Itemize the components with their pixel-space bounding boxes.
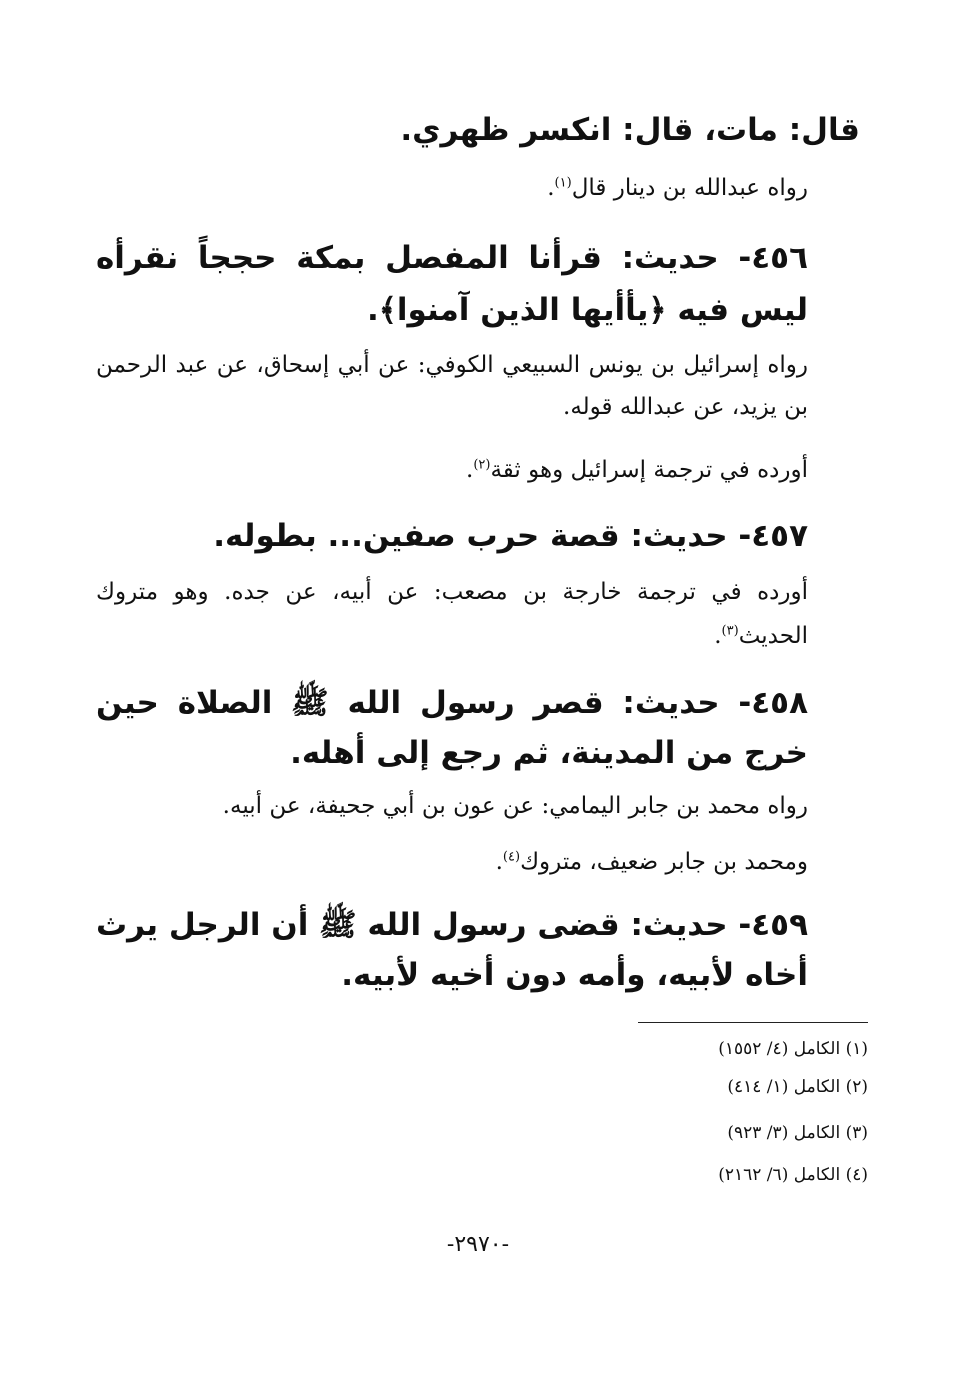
footnote-ref: (٤)	[502, 849, 521, 865]
text-line: قال: مات، قال: انكسر ظهري.	[400, 112, 860, 148]
narration-paragraph: أورده في ترجمة إسرائيل وهو ثقة$^{(٢)}$.	[466, 457, 808, 483]
hadith-459: ٤٥٩- حديث: قضى رسول الله ﷺ أن الرجل يرث أخاه لأبيه، وأمه دون أخيه لأبيه.	[96, 907, 808, 993]
hadith-457: ٤٥٧- حديث: قصة حرب صفين... بطوله.	[213, 518, 808, 554]
page-number: -٢٩٧٠-	[446, 1232, 510, 1257]
footnote-ref: (١)	[554, 175, 572, 191]
narration-paragraph: رواه عبدالله بن دينار قال$^{(١)}$.	[547, 175, 808, 201]
footnote-divider	[638, 1022, 868, 1023]
narration-paragraph: رواه إسرائيل بن يونس السبيعي الكوفي: عن أبي إسحاق، عن عبد الرحمن بن يزيد، عن عبدالله قوله.	[96, 352, 808, 420]
footnote-3: (٣) الكامل (٣/ ٩٢٣)	[727, 1123, 868, 1143]
footnote-4: (٤) الكامل (٦/ ٢١٦٢)	[718, 1165, 868, 1185]
footnote-ref: (٣)	[721, 623, 739, 639]
hadith-458: ٤٥٨- حديث: قصر رسول الله ﷺ الصلاة حين خرج من المدينة، ثم رجع إلى أهله.	[96, 685, 808, 771]
hadith-456: ٤٥٦- حديث: قرأنا المفصل بمكة حججاً نقرأه ليس فيه ﴿يأأيها الذين آمنوا﴾.	[96, 240, 808, 328]
footnote-ref: (٢)	[473, 457, 491, 473]
narration-paragraph: ومحمد بن جابر ضعيف، متروك$^{(٤)}$.	[495, 849, 808, 875]
footnote-1: (١) الكامل (٤/ ١٥٥٢)	[718, 1039, 868, 1059]
narration-paragraph: رواه محمد بن جابر اليمامي: عن عون بن أبي جحيفة، عن أبيه.	[222, 793, 808, 819]
footnote-2: (٢) الكامل (١/ ٤١٤)	[727, 1077, 868, 1097]
narration-paragraph: أورده في ترجمة خارجة بن مصعب: عن أبيه، عن جده. وهو متروك الحديث$^{(٣)}$.	[96, 579, 808, 649]
